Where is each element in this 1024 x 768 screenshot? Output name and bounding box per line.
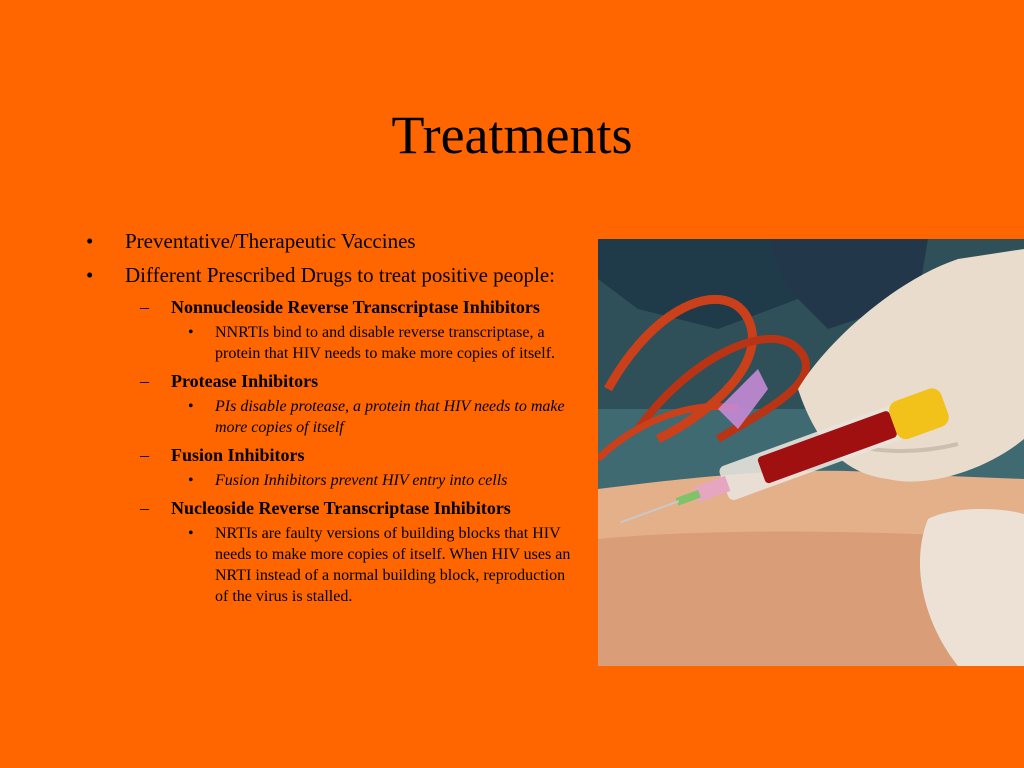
detail-text: PIs disable protease, a protein that HIV needs to make more copies of itself — [215, 398, 565, 436]
slide-title: Treatments — [391, 105, 633, 165]
dash-marker: – — [140, 371, 149, 391]
bullet-marker: • — [86, 229, 94, 253]
sub-bullet-text: Nucleoside Reverse Transcriptase Inhibitors — [171, 498, 511, 518]
detail-item — [86, 322, 576, 364]
detail-text: NRTIs are faulty versions of building blocks that HIV needs to make more copies of itself. When HIV uses an NRTI instead of a normal building block, reproduction of the virus is stalled. — [215, 525, 571, 605]
bullet-list — [86, 228, 576, 613]
sub-bullet-text: Protease Inhibitors — [171, 371, 319, 391]
bullet-marker: • — [188, 525, 194, 542]
bullet-item — [86, 262, 576, 288]
sub-bullet-heading — [86, 370, 576, 392]
bullet-text: Preventative/Therapeutic Vaccines — [125, 229, 416, 253]
bullet-marker: • — [188, 472, 194, 489]
sub-bullet-heading — [86, 296, 576, 318]
sub-bullet-text: Nonnucleoside Reverse Transcriptase Inhibitors — [171, 297, 540, 317]
bullet-marker: • — [86, 263, 94, 287]
bullet-item — [86, 228, 576, 254]
sub-bullet-heading — [86, 444, 576, 466]
dash-marker: – — [140, 445, 149, 465]
sub-bullet-heading — [86, 497, 576, 519]
bullet-marker: • — [188, 398, 194, 415]
detail-item — [86, 470, 576, 491]
detail-item — [86, 396, 576, 438]
dash-marker: – — [140, 498, 149, 518]
detail-item — [86, 523, 576, 607]
syringe-blood-draw-photo — [598, 239, 1024, 666]
detail-text: NNRTIs bind to and disable reverse transcriptase, a protein that HIV needs to make more copies of itself. — [215, 324, 556, 362]
dash-marker: – — [140, 297, 149, 317]
bullet-marker: • — [188, 324, 194, 341]
sub-bullet-text: Fusion Inhibitors — [171, 445, 305, 465]
detail-text: Fusion Inhibitors prevent HIV entry into cells — [215, 472, 508, 489]
bullet-text: Different Prescribed Drugs to treat positive people: — [125, 263, 555, 287]
